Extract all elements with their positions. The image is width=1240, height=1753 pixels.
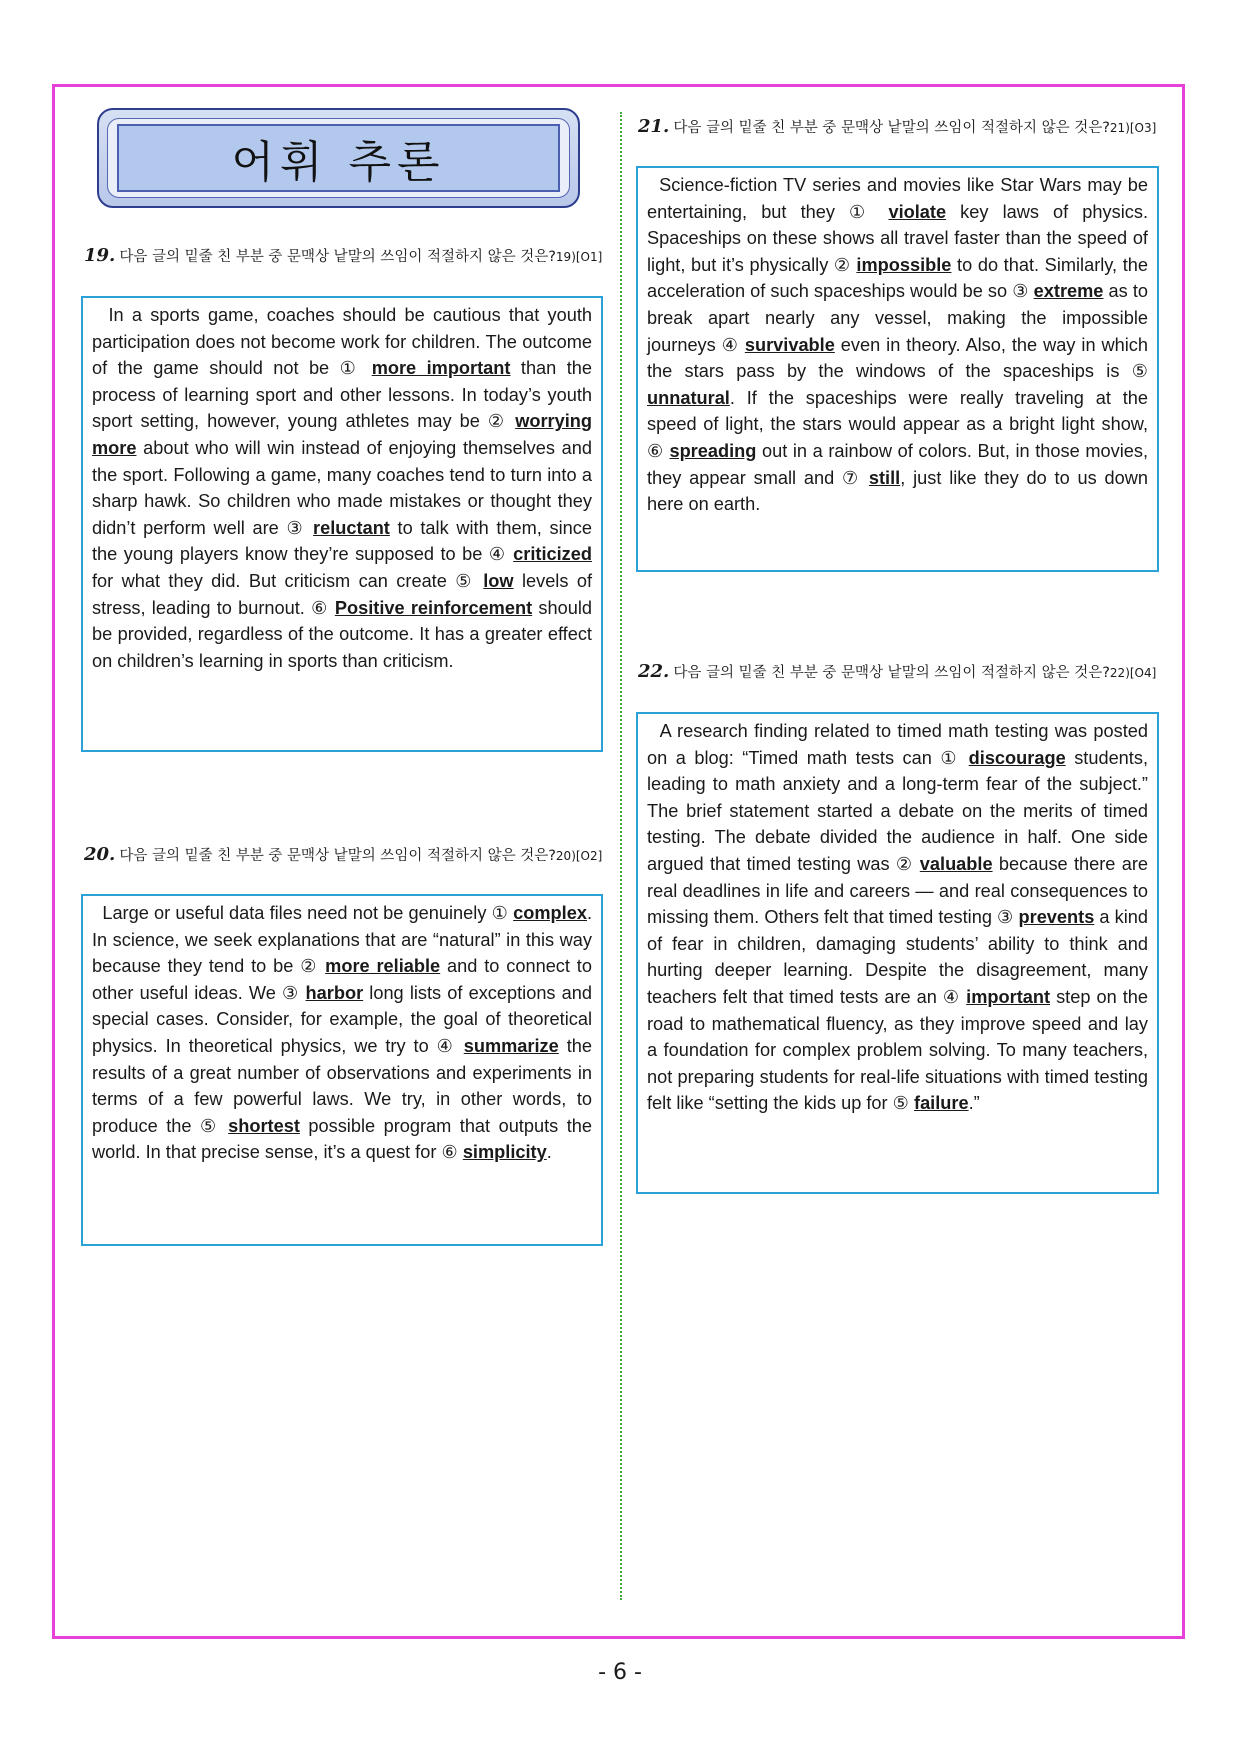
question-22-header	[638, 662, 1160, 683]
passage-text: Large or useful data files need not be genuinely ①	[102, 903, 514, 923]
passage-text: because there are real deadlines in life and careers — and real consequences to missing them. Others felt that timed testing ③	[647, 853, 1149, 928]
underlined-option: more reliable	[325, 956, 441, 977]
underlined-option: failure	[914, 1093, 969, 1114]
passage-text: . If the spaceships were really traveling at the speed of light, the stars would appear as a bright light show, ⑥	[647, 387, 1148, 461]
passage-text: .	[546, 1142, 552, 1163]
passage-text: possible program that outputs the world. In that precise sense, it’s a quest for ⑥	[92, 1115, 592, 1163]
underlined-option: shortest	[228, 1115, 300, 1136]
passage-text: to do that. Similarly, the acceleration of such spaceships would be so ③	[647, 254, 1148, 302]
passage-text: A research finding related to timed math testing was posted on a blog: “Timed math tests can ①	[647, 721, 1149, 768]
question-prompt: 다음 글의 밑줄 친 부분 중 문맥상 낱말의 쓰임이 적절하지 않은 것은?	[673, 120, 1110, 136]
passage-text: out in a rainbow of colors. But, in those movies, they appear small and ⑦	[647, 440, 1148, 488]
passage-text: step on the road to mathematical fluency, as they improve speed and lay a foundation for complex problem solving. To many teachers, not preparing students for real-life situations with timed testing felt like “setting the kids up for ⑤	[647, 986, 1148, 1114]
passage-text: should be provided, regardless of the outcome. It has a greater effect on children’s learning in sports than criticism.	[92, 597, 592, 671]
passage-text: In a sports game, coaches should be cautious that youth participation does not become work for children. The outcome of the game should not be ①	[92, 305, 592, 379]
question-source: 20)[O2]	[555, 849, 603, 863]
underlined-option: complex	[513, 903, 587, 923]
underlined-option: still	[868, 467, 901, 488]
question-21-passage	[636, 166, 1159, 572]
question-19-passage	[81, 296, 603, 752]
underlined-option: survivable	[744, 334, 835, 355]
passage-text: the results of a great number of observations and experiments in terms of a few powerful laws. We try, in other words, to produce the ⑤	[92, 1035, 592, 1136]
question-number: 20.	[84, 844, 116, 865]
question-22-passage	[636, 712, 1159, 1194]
passage-text: about who will win instead of enjoying themselves and the sport. Following a game, many coaches tend to turn into a sharp hawk. So children who made mistakes or thought they didn’t perform well are ③	[92, 437, 592, 538]
passage-text: . In science, we seek explanations that are “natural” in this way because they tend to be ②	[92, 903, 593, 977]
passage-text: students, leading to math anxiety and a long-term fear of the subject.” The brief statement started a debate on the merits of timed testing. The debate divided the audience in half. One side argued that timed testing was ②	[647, 747, 1148, 874]
passage-text: , just like they do to us down here on earth.	[647, 467, 1148, 515]
question-prompt: 다음 글의 밑줄 친 부분 중 문맥상 낱말의 쓰임이 적절하지 않은 것은?	[119, 249, 556, 265]
question-number: 19.	[84, 245, 116, 266]
underlined-option: violate	[888, 201, 947, 222]
question-number: 22.	[638, 661, 670, 682]
passage-text: a kind of fear in children, damaging students’ ability to think and hurting deeper learning. Despite the disagreement, many teachers felt that timed tests are an ④	[647, 907, 1148, 1007]
section-title: 어휘 추론	[231, 137, 446, 188]
underlined-option: impossible	[856, 254, 952, 275]
underlined-option: discourage	[968, 747, 1066, 768]
indent	[92, 903, 102, 923]
passage-text: to talk with them, since the young players know they’re supposed to be ④	[92, 517, 592, 565]
underlined-option: prevents	[1018, 907, 1095, 928]
passage-text: .”	[968, 1093, 980, 1114]
indent	[92, 305, 108, 325]
question-21-header	[638, 117, 1160, 138]
passage-text: than the process of learning sport and other lessons. In today’s youth sport setting, however, young athletes may be ②	[92, 358, 592, 432]
underlined-option: worrying more	[92, 411, 592, 458]
indent	[647, 175, 659, 195]
underlined-option: more important	[371, 358, 511, 379]
passage-text: long lists of exceptions and special cases. Consider, for example, the goal of theoretical physics. In theoretical physics, we try to ④	[92, 982, 593, 1056]
underlined-option: unnatural	[647, 387, 730, 408]
question-prompt: 다음 글의 밑줄 친 부분 중 문맥상 낱말의 쓰임이 적절하지 않은 것은?	[673, 665, 1110, 681]
question-20-header	[84, 845, 604, 866]
section-title-banner	[97, 108, 580, 208]
indent	[647, 721, 660, 741]
underlined-option: summarize	[463, 1035, 559, 1056]
passage-text: levels of stress, leading to burnout. ⑥	[92, 570, 592, 618]
passage-text: for what they did. But criticism can create ⑤	[92, 570, 484, 591]
question-19-header	[84, 246, 604, 267]
underlined-option: reluctant	[313, 517, 390, 538]
underlined-option: important	[966, 986, 1051, 1007]
question-source: 21)[O3]	[1109, 121, 1157, 135]
underlined-option: Positive reinforcement	[334, 597, 533, 618]
page-number: - 6 -	[598, 1660, 642, 1685]
underlined-option: valuable	[919, 853, 993, 874]
underlined-option: criticized	[513, 544, 592, 565]
question-20-passage	[81, 894, 603, 1246]
question-source: 22)[O4]	[1109, 666, 1157, 680]
column-divider	[620, 112, 622, 1600]
question-source: 19)[O1]	[555, 250, 603, 264]
passage-text: and to connect to other useful ideas. We ③	[92, 956, 592, 1003]
question-prompt: 다음 글의 밑줄 친 부분 중 문맥상 낱말의 쓰임이 적절하지 않은 것은?	[119, 848, 556, 864]
passage-text: key laws of physics. Spaceships on these shows all travel faster than the speed of light, but it’s physically ②	[647, 201, 1149, 275]
underlined-option: low	[483, 570, 514, 591]
underlined-option: extreme	[1033, 281, 1104, 302]
question-number: 21.	[638, 116, 670, 137]
underlined-option: spreading	[669, 440, 757, 461]
underlined-option: harbor	[305, 982, 364, 1003]
underlined-option: simplicity	[462, 1142, 547, 1163]
passage-text: even in theory. Also, the way in which the stars pass by the windows of the spaceships is ⑤	[647, 334, 1149, 382]
passage-text: Science-fiction TV series and movies like Star Wars may be entertaining, but they ①	[647, 175, 1149, 222]
passage-text: as to break apart nearly any vessel, making the impossible journeys ④	[647, 281, 1148, 355]
title-banner-inner	[117, 124, 560, 192]
